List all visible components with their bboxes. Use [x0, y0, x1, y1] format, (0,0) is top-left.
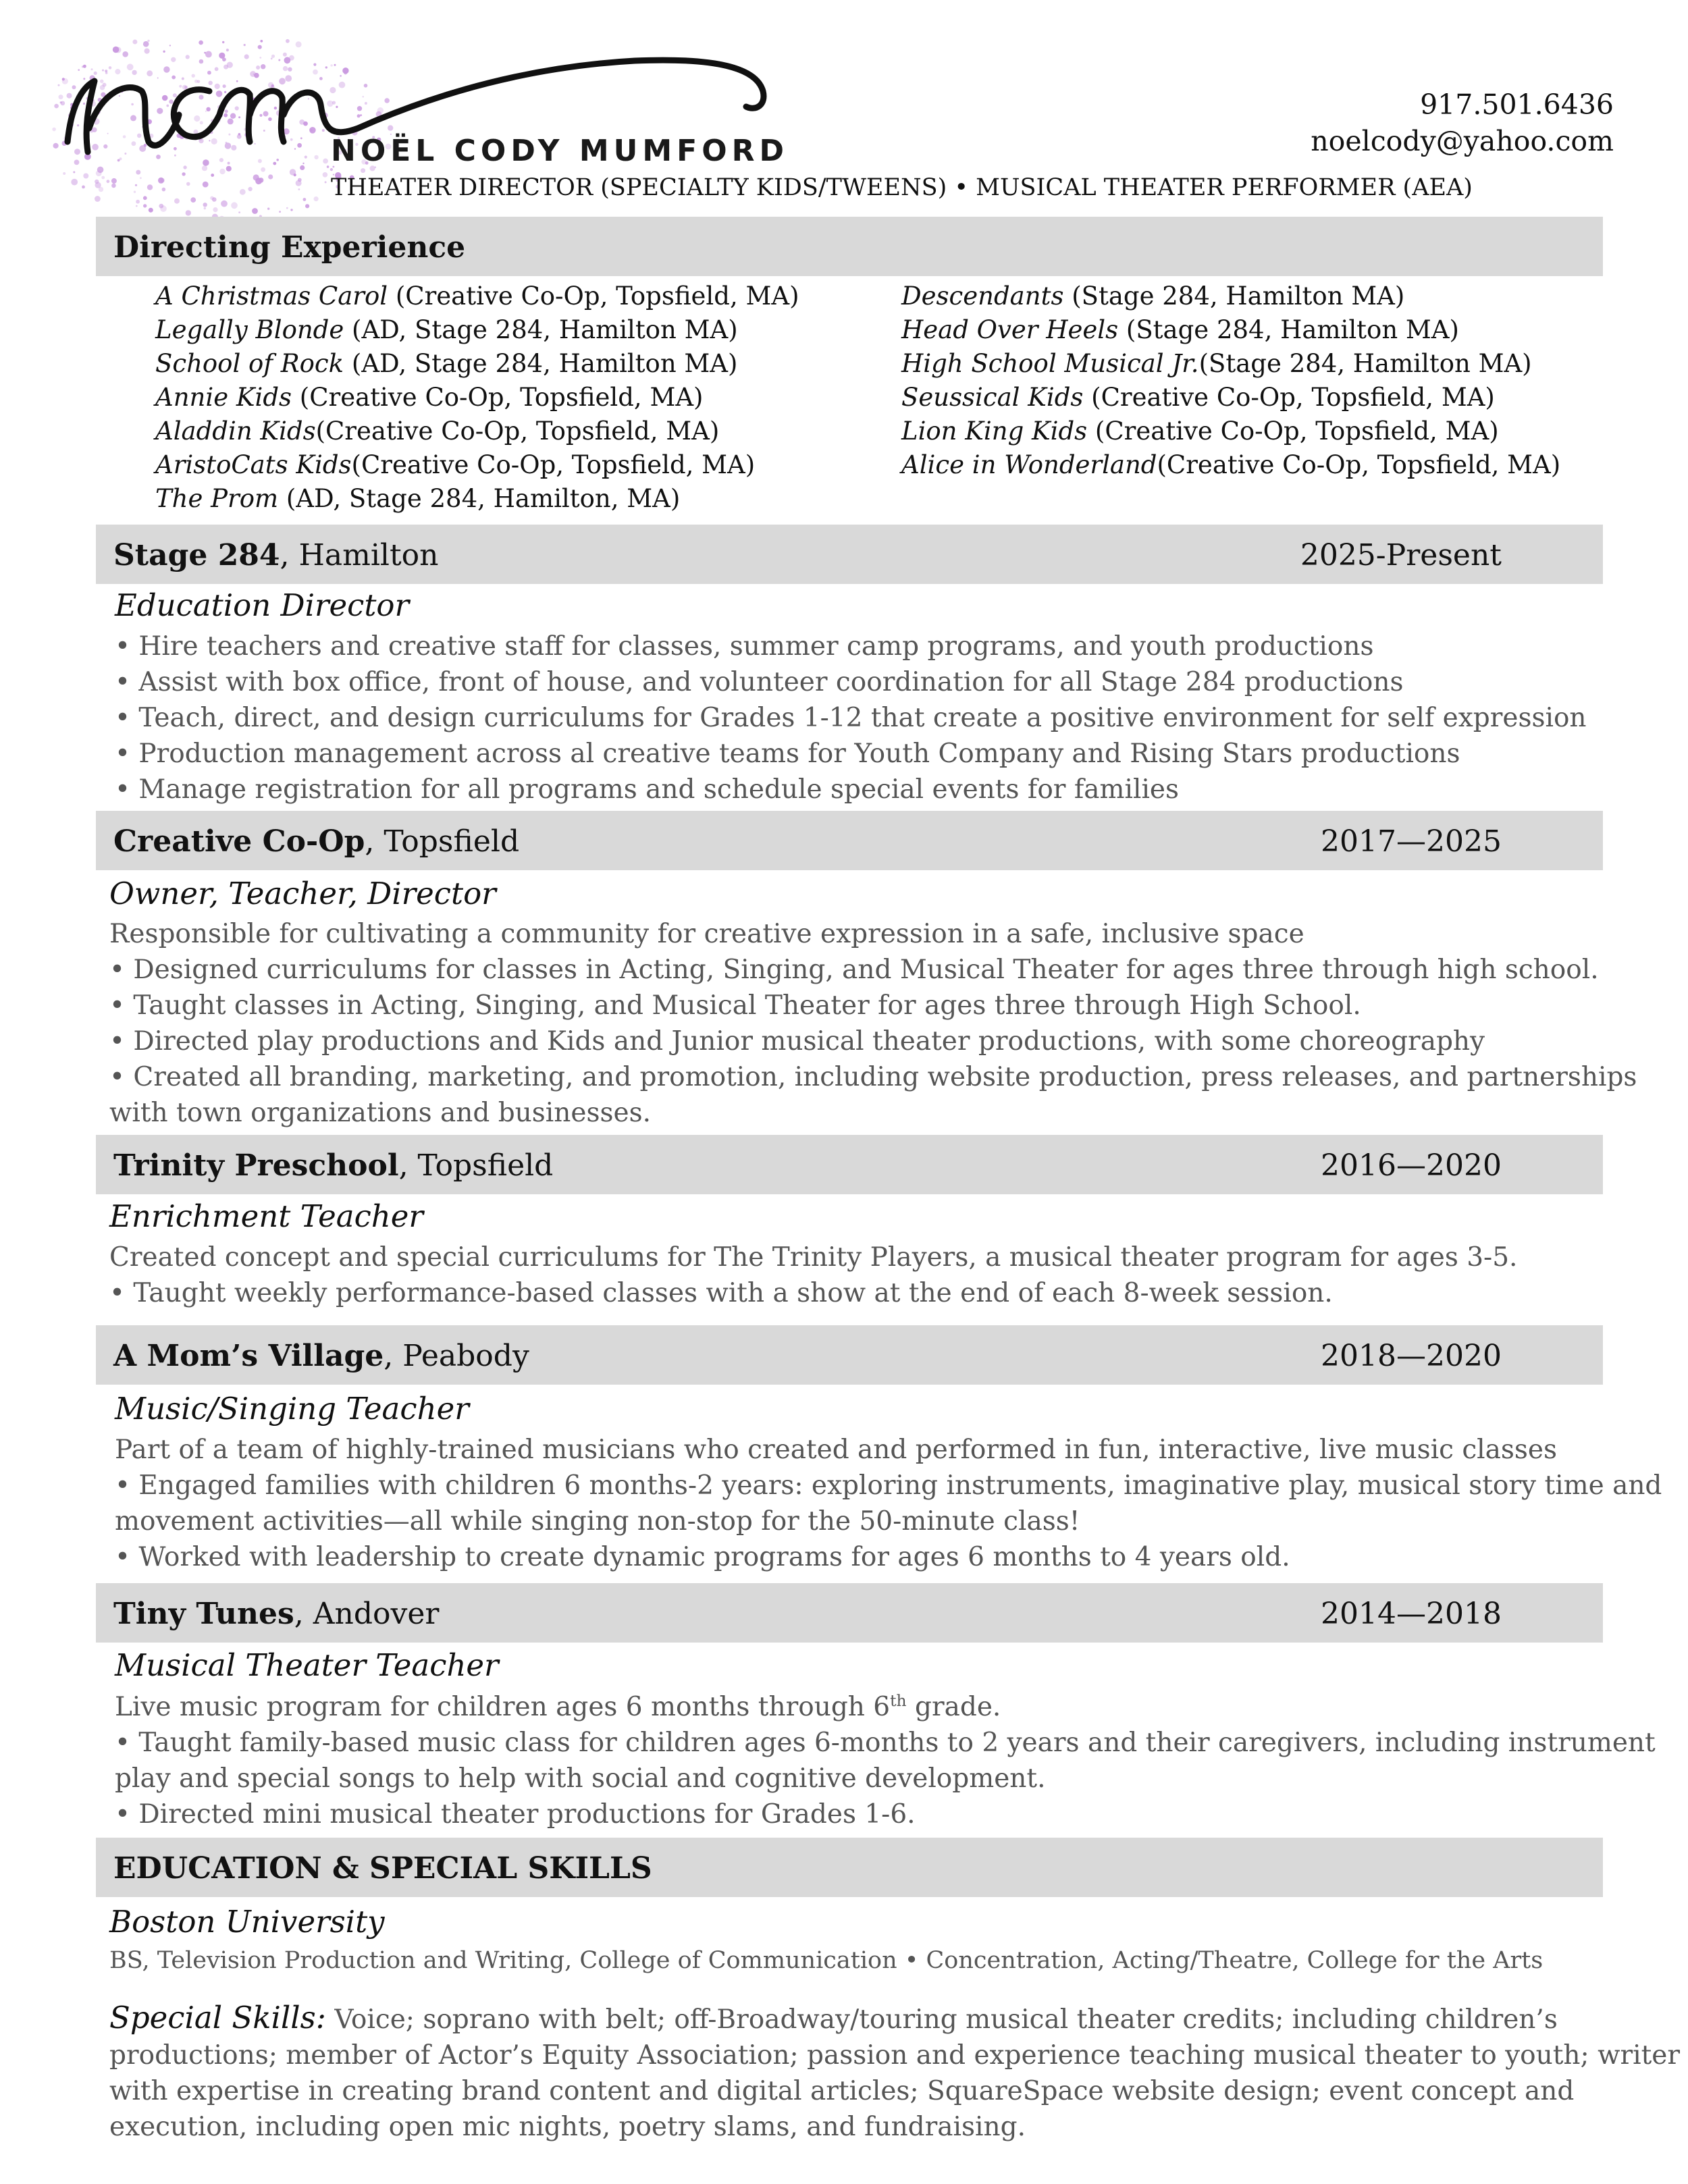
directing-credit: AristoCats Kids(Creative Co-Op, Topsfield, MA) — [155, 450, 756, 479]
job-org: A Mom’s Village, Peabody — [113, 1339, 529, 1373]
directing-credit: A Christmas Carol (Creative Co-Op, Topsfield, MA) — [155, 282, 799, 311]
school-name: Boston University — [109, 1904, 385, 1940]
directing-list-left — [155, 279, 799, 516]
job-description: Live music program for children ages 6 months through 6th grade. • Taught family-based music class for children ages 6-months to 2 years and their caregivers, including instrument play and special songs to help with social and cognitive development. • Directed mini musical theater productions for Grades 1-6. — [115, 1691, 1656, 1830]
directing-credit: Annie Kids (Creative Co-Op, Topsfield, MA) — [155, 383, 704, 412]
skills-label: Special Skills: — [109, 2000, 326, 2035]
job-role: Musical Theater Teacher — [115, 1647, 499, 1683]
special-skills: Special Skills: Voice; soprano with belt; off-Broadway/touring musical theater credits; including children’s productions; member of Actor’s Equity Association; passion and experience teaching musical theater to youth; writer with expertise in creating brand content and digital articles; SquareSpace website design; event concept and execution, including open mic nights, poetry slams, and fundraising. — [109, 2000, 1680, 2142]
candidate-name: NOËL CODY MUMFORD — [331, 134, 789, 168]
job-bar — [96, 1135, 1603, 1194]
directing-credit: Alice in Wonderland(Creative Co-Op, Topsfield, MA) — [901, 450, 1561, 479]
tagline: THEATER DIRECTOR (SPECIALTY KIDS/TWEENS) • MUSICAL THEATER PERFORMER (AEA) — [331, 174, 1473, 201]
directing-credit: School of Rock (AD, Stage 284, Hamilton MA) — [155, 349, 738, 378]
job-bar — [96, 1583, 1603, 1643]
job-org: Creative Co-Op, Topsfield — [113, 824, 520, 859]
job-description: Part of a team of highly-trained musicians who created and performed in fun, interactive, live music classes • Engaged families with children 6 months-2 years: exploring instruments, imaginative play, musical story time and movement activities—all while singing non-stop for the 50-minute class! • Worked with leadership to create dynamic programs for ages 6 months to 4 years old. — [115, 1435, 1662, 1572]
job-description: Created concept and special curriculums for The Trinity Players, a musical theater program for ages 3-5. • Taught weekly performance-based classes with a show at the end of each 8-week session. — [109, 1242, 1518, 1308]
directing-credit: Head Over Heels (Stage 284, Hamilton MA) — [901, 315, 1459, 344]
job-role: Owner, Teacher, Director — [109, 876, 496, 911]
job-description: Responsible for cultivating a community for creative expression in a safe, inclusive space • Designed curriculums for classes in Acting, Singing, and Musical Theater for ages three through high school. • Taught classes in Acting, Singing, and Musical Theater for ages three through High School. • Directed play productions and Kids and Junior musical theater productions, with some choreography • Created all branding, marketing, and promotion, including website production, press releases, and partnerships with town organizations and businesses. — [109, 919, 1637, 1128]
directing-credit: Seussical Kids (Creative Co-Op, Topsfield, MA) — [901, 383, 1495, 412]
phone-number: 917.501.6436 — [1420, 88, 1614, 121]
job-dates: 2025-Present — [1300, 538, 1502, 572]
job-dates: 2017—2025 — [1321, 824, 1502, 859]
job-dates: 2016—2020 — [1321, 1148, 1502, 1183]
job-dates: 2018—2020 — [1321, 1339, 1502, 1373]
job-description: • Hire teachers and creative staff for classes, summer camp programs, and youth productions • Assist with box office, front of house, and volunteer coordination for all Stage 284 productions • Teach, direct, and design curriculums for Grades 1-12 that create a positive environment for self expression • Production management across al creative teams for Youth Company and Rising Stars productions • Manage registration for all programs and schedule special events for families — [115, 631, 1587, 805]
job-bar — [96, 1325, 1603, 1385]
directing-credit: The Prom (AD, Stage 284, Hamilton, MA) — [155, 484, 681, 513]
directing-list-right — [901, 279, 1560, 482]
section-heading: Directing Experience — [113, 230, 466, 265]
directing-credit: Lion King Kids (Creative Co-Op, Topsfield, MA) — [901, 417, 1499, 446]
section-bar-education — [96, 1838, 1603, 1897]
job-org: Trinity Preschool, Topsfield — [113, 1148, 554, 1183]
section-heading: EDUCATION & SPECIAL SKILLS — [113, 1851, 652, 1886]
directing-credit: Descendants (Stage 284, Hamilton MA) — [901, 282, 1405, 311]
job-role: Enrichment Teacher — [109, 1198, 423, 1234]
job-dates: 2014—2018 — [1321, 1597, 1502, 1631]
section-bar-directing — [96, 217, 1603, 276]
contact-block — [1311, 86, 1614, 159]
email-address: noelcody@yahoo.com — [1311, 125, 1614, 157]
degree-line: BS, Television Production and Writing, College of Communication • Concentration, Acting/Theatre, College for the Arts — [109, 1947, 1544, 1974]
directing-credit: Aladdin Kids(Creative Co-Op, Topsfield, MA) — [155, 417, 720, 446]
job-role: Music/Singing Teacher — [115, 1391, 469, 1427]
job-role: Education Director — [115, 587, 410, 623]
job-bar — [96, 525, 1603, 584]
job-bar — [96, 811, 1603, 870]
job-org: Tiny Tunes, Andover — [113, 1597, 440, 1631]
job-org: Stage 284, Hamilton — [113, 538, 439, 572]
directing-credit: High School Musical Jr.(Stage 284, Hamilton MA) — [901, 349, 1532, 378]
directing-credit: Legally Blonde (AD, Stage 284, Hamilton MA) — [155, 315, 738, 344]
